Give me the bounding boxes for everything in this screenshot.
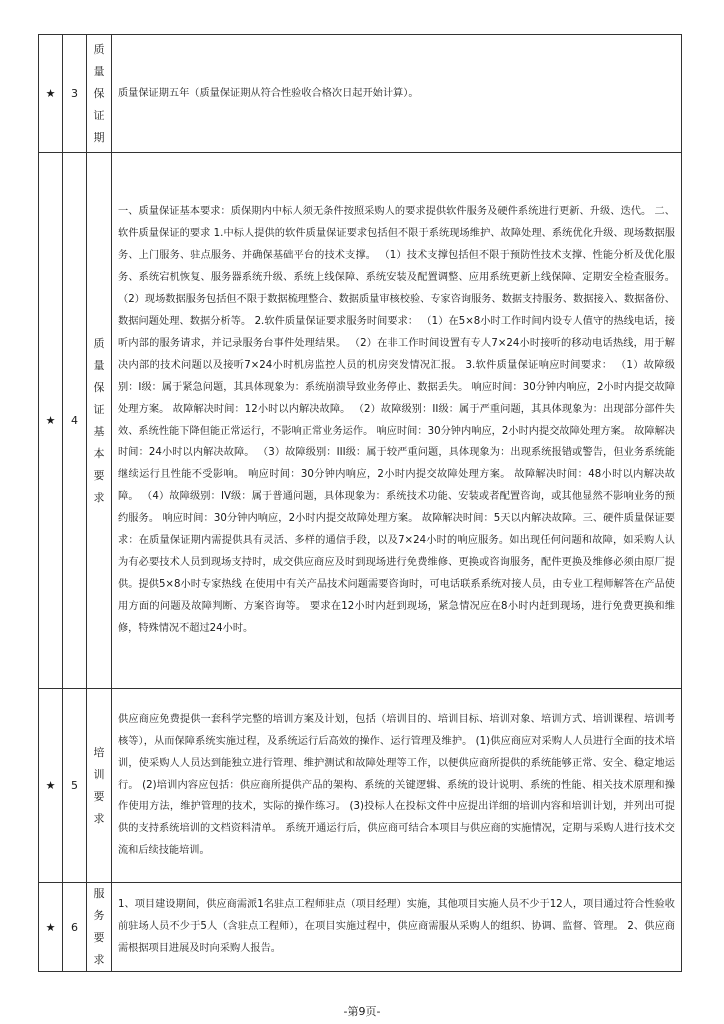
table-row [39, 153, 682, 689]
row-number: 6 [63, 883, 87, 972]
row-number: 3 [63, 35, 87, 153]
star-marker: ★ [39, 689, 63, 883]
item-name: 质 量 保 证 期 [87, 35, 112, 153]
item-content: 供应商应免费提供一套科学完整的培训方案及计划，包括（培训目的、培训目标、培训对象、培训方式、培训课程、培训考核等），从而保障系统实施过程，及系统运行后高效的操作、运行管理及维护。 (1)供应商应对采购人人员进行全面的技术培训，使采购人人员达到能独立进行管理、维护测试和故障处理等工作，以便供应商所提供的系统能够正常、安全、稳定地运行。 (2)培训内容应包括：供应商所提供产品的架构、系统的关键逻辑、系统的设计说明、系统的性能、相关技术原理和操作使用方法，维护管理的技术，实际的操作练习。 (3)投标人在投标文件中应提出详细的培训内容和培训计划，并列出可提供的支持系统培训的文档资料清单。 系统开通运行后，供应商可结合本项目与供应商的实施情况，定期与采购人进行技术交流和后续技能培训。 [112, 689, 682, 883]
table-row [39, 35, 682, 153]
row-number: 5 [63, 689, 87, 883]
table-row [39, 883, 682, 972]
star-marker: ★ [39, 153, 63, 689]
item-name: 培 训 要 求 [87, 689, 112, 883]
star-marker: ★ [39, 35, 63, 153]
item-content: 一、质量保证基本要求：质保期内中标人须无条件按照采购人的要求提供软件服务及硬件系统进行更新、升级、迭代。 二、软件质量保证的要求 1.中标人提供的软件质量保证要求包括但不限于系统现场维护、故障处理、系统优化升级、现场数据服务、上门服务、驻点服务、并确保基础平台的技术支撑。 （1）技术支撑包括但不限于预防性技术支撑、性能分析及优化服务、系统宕机恢复、服务器系统升级、系统上线保障、系统安装及配置调整、应用系统更新上线保障、定期安全检查服务。 （2）现场数据服务包括但不限于数据梳理整合、数据质量审核校验、专家咨询服务、数据支持服务、数据接入、数据备份、数据问题处理、数据分析等。 2.软件质量保证要求服务时间要求： （1）在5×8小时工作时间内设专人值守的热线电话，接听内部的服务请求，并记录服务台事件处理结果。 （2）在非工作时间设置有专人7×24小时接听的移动电话热线，用于解决内部的技术问题以及接听7×24小时机房监控人员的机房突发情况汇报。 3.软件质量保证响应时间要求： （1）故障级别：I级：属于紧急问题，其具体现象为：系统崩溃导致业务停止、数据丢失。 响应时间：30分钟内响应，2小时内提交故障处理方案。 故障解决时间：12小时以内解决故障。 （2）故障级别：II级：属于严重问题，其具体现象为：出现部分部件失效、系统性能下降但能正常运行，不影响正常业务运作。 响应时间：30分钟内响应，2小时内提交故障处理方案。 故障解决时间：24小时以内解决故障。 （3）故障级别：III级：属于较严重问题，具体现象为：出现系统报错或警告，但业务系统能继续运行且性能不受影响。 响应时间：30分钟内响应，2小时内提交故障处理方案。 故障解决时间：48小时以内解决故障。 （4）故障级别：IV级：属于普通问题，具体现象为：系统技术功能、安装或者配置咨询，或其他显然不影响业务的预约服务。 响应时间：30分钟内响应，2小时内提交故障处理方案。 故障解决时间：5天以内解决故障。三、硬件质量保证要求：在质量保证期内需提供具有灵活、多样的通信手段，以及7×24小时的响应服务。如出现任何问题和故障，如采购人认为有必要技术人员到现场支持时，成交供应商应及时到现场进行免费维修、更换或咨询服务，配件更换及维修必须由原厂提供。提供5×8小时专家热线 在使用中有关产品技术问题需要咨询时，可电话联系系统对接人员，由专业工程师解答在产品使用方面的问题及故障判断、方案咨询等。 要求在12小时内赶到现场，紧急情况应在8小时内赶到现场，进行免费更换和维修，特殊情况不超过24小时。 [112, 153, 682, 689]
item-content: 质量保证期五年（质量保证期从符合性验收合格次日起开始计算）。 [112, 35, 682, 153]
item-name: 服 务 要 求 [87, 883, 112, 972]
table-row [39, 689, 682, 883]
requirements-table [38, 34, 682, 972]
row-number: 4 [63, 153, 87, 689]
page-number: -第9页- [343, 1005, 381, 1018]
item-name: 质 量 保 证 基 本 要 求 [87, 153, 112, 689]
item-content: 1、项目建设期间，供应商需派1名驻点工程师驻点（项目经理）实施，其他项目实施人员不少于12人，项目通过符合性验收前驻场人员不少于5人（含驻点工程师），在项目实施过程中，供应商需服从采购人的组织、协调、监督、管理。 2、供应商需根据项目进展及时向采购人报告。 [112, 883, 682, 972]
star-marker: ★ [39, 883, 63, 972]
